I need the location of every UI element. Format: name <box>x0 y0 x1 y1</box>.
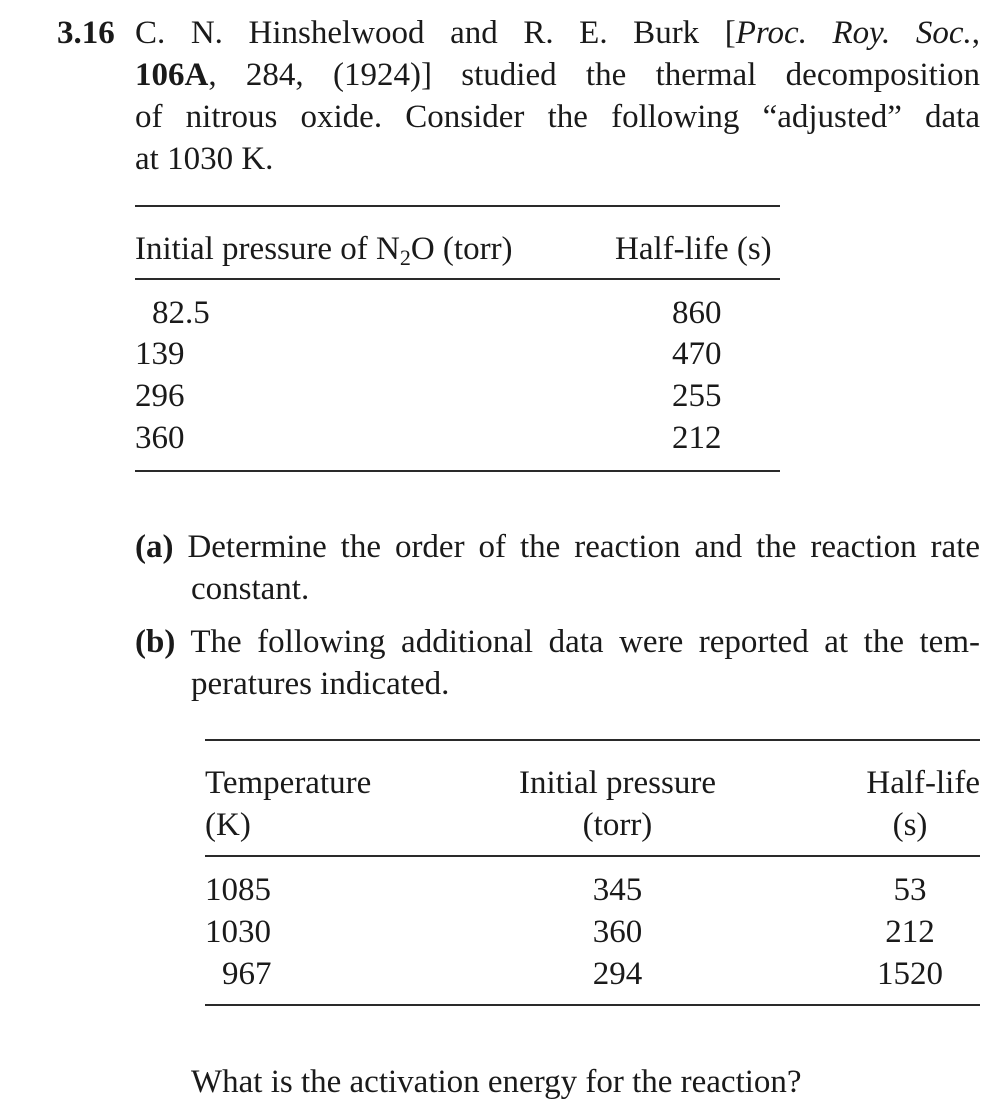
table2-header-temperature: Temperature <box>205 765 372 801</box>
part-b-label: (b) <box>135 624 176 660</box>
part-a-text: Determine the order of the reaction and the reaction rate <box>187 529 981 565</box>
table2-row-temperature: 967 <box>222 956 272 992</box>
intro-line-1 <box>135 12 980 55</box>
part-a-label: (a) <box>135 529 174 565</box>
part-b-line-2: peratures indicated. <box>191 666 450 702</box>
table2-row-temperature: 1085 <box>205 872 271 908</box>
part-a-line-2: constant. <box>191 571 310 607</box>
table1-header-halflife: Half-life (s) <box>615 231 772 267</box>
part-b-text: The following additional data were reported at the tem- <box>190 624 980 660</box>
intro-line-2 <box>135 54 980 97</box>
table2-row-halflife: 212 <box>885 914 935 950</box>
table1-row-halflife: 470 <box>672 336 722 372</box>
table2-row-pressure: 360 <box>592 914 643 950</box>
table1-row-pressure: 360 <box>135 420 185 456</box>
intro-volume: 106A <box>135 57 209 93</box>
table2-header-halflife-unit: (s) <box>892 807 928 843</box>
table1-header-pressure-text: Initial pressure of N <box>135 231 400 267</box>
table1-header-rule <box>135 278 780 280</box>
table1-header-pressure <box>135 228 513 271</box>
part-b-line-1 <box>135 621 980 664</box>
table2-bottom-rule <box>205 1004 980 1006</box>
table1-row-halflife: 212 <box>672 420 722 456</box>
intro-line-4: at 1030 K. <box>135 141 274 177</box>
table1-bottom-rule <box>135 470 780 472</box>
table1-row-halflife: 255 <box>672 378 722 414</box>
table2-header-pressure-unit: (torr) <box>582 807 653 843</box>
table2-row-halflife: 1520 <box>877 956 943 992</box>
intro-line-2-rest: , 284, (1924)] studied the thermal decomposition <box>208 57 980 93</box>
intro-comma: , <box>971 15 980 51</box>
table1-header-subscript: 2 <box>399 245 411 270</box>
table2-header-temperature-unit: (K) <box>205 807 251 843</box>
table2-header-rule <box>205 855 980 857</box>
table2-row-halflife: 53 <box>893 872 927 908</box>
intro-line-3: of nitrous oxide. Consider the following “adjusted” data <box>135 99 980 135</box>
intro-authors: C. N. Hinshelwood and R. E. Burk [ <box>135 15 736 51</box>
part-a-line-1 <box>135 526 980 569</box>
intro-journal: Proc. Roy. Soc. <box>735 15 972 51</box>
table2-row-pressure: 294 <box>592 956 643 992</box>
table1-top-rule <box>135 205 780 207</box>
table2-row-temperature: 1030 <box>205 914 271 950</box>
table1-row-pressure: 296 <box>135 378 185 414</box>
table1-header-pressure-unit: O (torr) <box>410 231 513 267</box>
table2-header-pressure: Initial pressure <box>518 765 717 801</box>
table2-row-pressure: 345 <box>592 872 643 908</box>
table1-row-halflife: 860 <box>672 295 722 331</box>
table2-header-halflife: Half-life <box>866 765 980 801</box>
table1-row-pressure: 82.5 <box>152 295 210 331</box>
table2-top-rule <box>205 739 980 741</box>
table1-row-pressure: 139 <box>135 336 185 372</box>
activation-energy-question: What is the activation energy for the reaction? <box>191 1064 802 1100</box>
problem-number: 3.16 <box>57 15 115 51</box>
